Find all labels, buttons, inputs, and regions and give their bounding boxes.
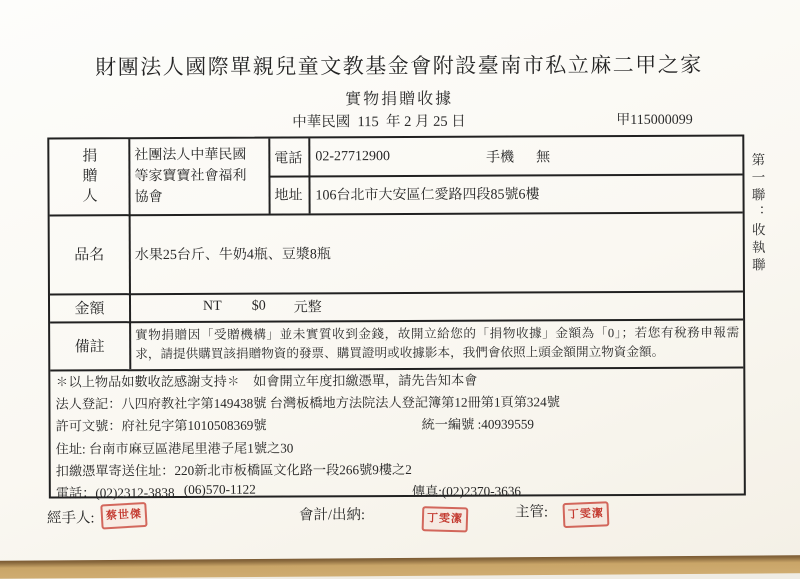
address-label: 地址 bbox=[274, 188, 303, 204]
footer-phone-1: 電話：(02)2312-3838 bbox=[55, 484, 175, 501]
phone-label: 電話 bbox=[274, 150, 303, 167]
items-value-line bbox=[135, 213, 331, 293]
phone-value-line bbox=[315, 137, 550, 175]
accounting-label: 會計/出納: bbox=[298, 507, 366, 524]
amount-currency: NT bbox=[202, 298, 222, 314]
footer-fax: 傳真:(02)2370-3636 bbox=[411, 483, 522, 499]
address-label-cell bbox=[268, 175, 308, 213]
items-value: 水果25台斤、牛奶4瓶、豆漿8瓶 bbox=[134, 246, 331, 263]
mobile-label: 手機 bbox=[486, 150, 515, 166]
footer-phone-line bbox=[56, 480, 740, 503]
receipt-date: 中華民國 115 年 2 月 25 日 bbox=[292, 113, 466, 131]
phone-value: 02-27712900 bbox=[315, 148, 391, 164]
amount-label: 金額 bbox=[74, 300, 105, 317]
phone-label-cell bbox=[268, 138, 308, 175]
organization-title: 財團法人國際單親兒童文教基金會附設臺南市私立麻二甲之家 bbox=[95, 52, 703, 80]
footer-permit: 許可文號：府社兒字第1010508369號 bbox=[55, 417, 267, 434]
address-value: 106台北市大安區仁愛路四段85號6樓 bbox=[315, 187, 540, 204]
footer-mailing-address: 扣繳憑單寄送住址：220新北市板橋區文化路一段266號9樓之2 bbox=[55, 461, 412, 479]
note-label: 備註 bbox=[74, 338, 105, 355]
supervisor-label: 主管: bbox=[514, 504, 548, 521]
footer-registration: 法人登記：八四府教社字第149438號 台灣板橋地方法院法人登記簿第12冊第1頁第324號 bbox=[55, 394, 560, 412]
mobile-value: 無 bbox=[536, 149, 551, 165]
note-label-cell bbox=[50, 321, 129, 369]
donor-label-cell bbox=[49, 139, 128, 214]
handler-label: 經手人: bbox=[46, 510, 95, 527]
accounting-stamp: 丁雯潔 bbox=[422, 506, 469, 532]
address-value-line bbox=[315, 174, 539, 213]
handler-stamp: 蔡世傑 bbox=[100, 502, 147, 530]
items-label-cell bbox=[50, 214, 129, 293]
footer-thanks: ✽以上物品如數收訖感謝支持✽ 如會開立年度扣繳憑單，請先告知本會 bbox=[55, 372, 478, 390]
footer-permit-line bbox=[56, 413, 740, 436]
items-label: 品名 bbox=[74, 247, 105, 264]
footer-org-address: 住址: 台南市麻豆區港尾里港子尾1號之30 bbox=[55, 440, 294, 457]
amount-value: $0 bbox=[251, 298, 266, 314]
donor-label: 捐贈人 bbox=[80, 146, 97, 207]
receipt-subtitle: 實物捐贈收據 bbox=[345, 90, 454, 109]
amount-suffix: 元整 bbox=[293, 300, 322, 316]
note-text: 實物捐贈因「受贈機構」並未實質收到金錢，故開立給您的「捐物收據」金額為「0」；若您有稅務申報需求，請提供購買該捐贈物資的發票、購買證明或收據影本，我們會依照上頭金額開立物資金額。 bbox=[135, 325, 740, 362]
amount-label-cell bbox=[50, 293, 129, 321]
receipt-table bbox=[47, 134, 746, 501]
footer-tax-id: 統一編號 :40939559 bbox=[421, 416, 535, 432]
amount-value-line bbox=[135, 292, 322, 321]
copy-number-label: 第一聯：收執聯 bbox=[749, 152, 765, 275]
receipt-serial-number: 甲115000099 bbox=[616, 112, 693, 129]
footer-phone-2: (06)570-1122 bbox=[183, 481, 256, 497]
supervisor-stamp: 丁雯潔 bbox=[562, 501, 609, 528]
donor-name: 社團法人中華民國等家寶寶社會福利協會 bbox=[134, 147, 247, 206]
